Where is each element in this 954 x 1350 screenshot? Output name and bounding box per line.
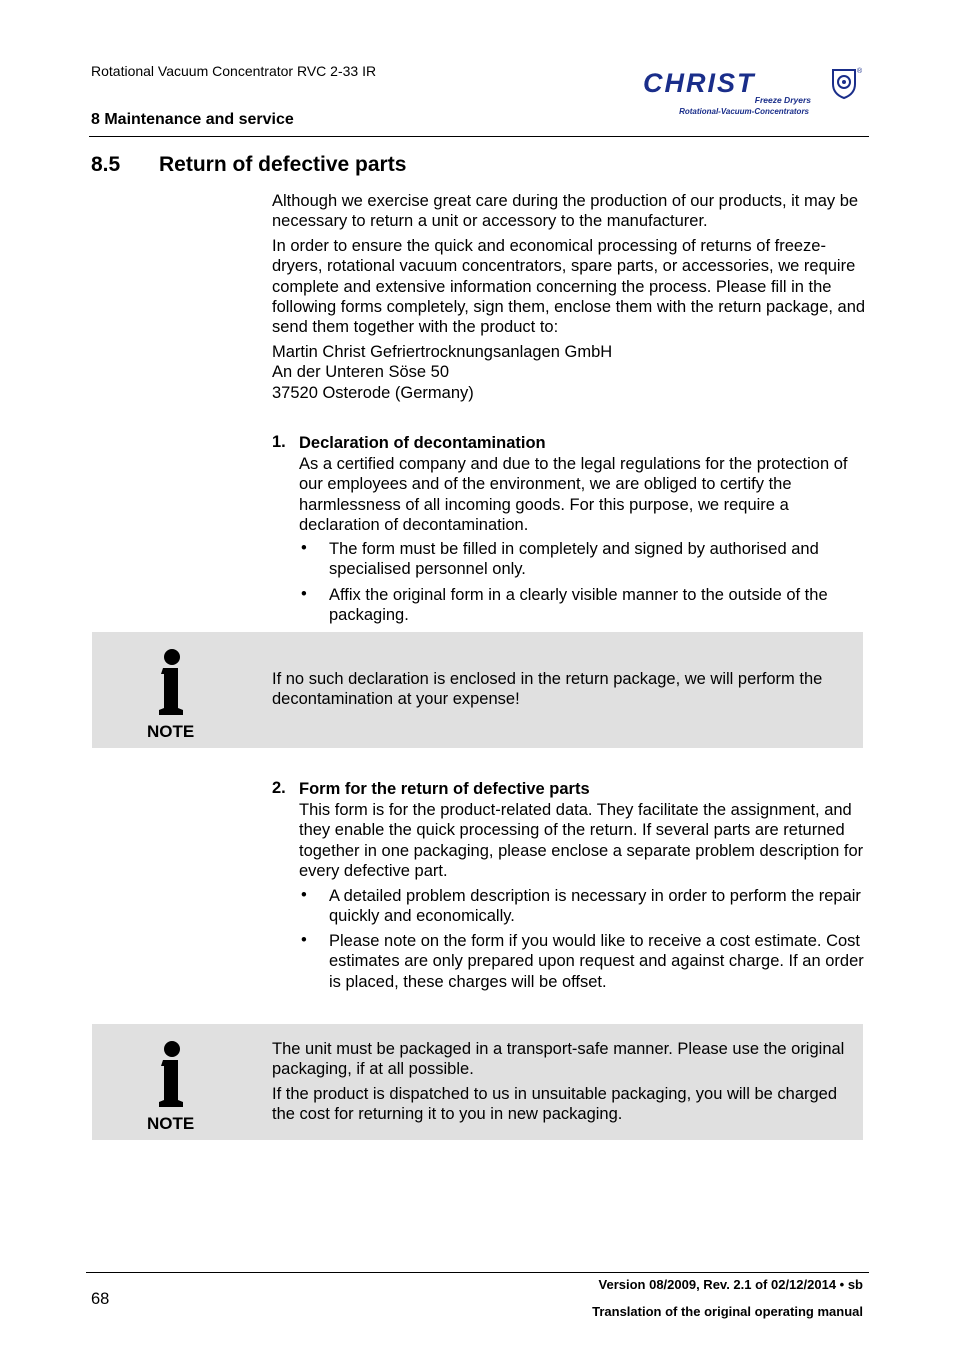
logo-brand: CHRIST bbox=[643, 68, 756, 98]
intro-paragraph-1: Although we exercise great care during the production of our products, it may be necessary to return a unit or accessory to the manufacturer. bbox=[272, 192, 859, 231]
translation-note: Translation of the original operating manual bbox=[592, 1304, 863, 1319]
section-title: Return of defective parts bbox=[159, 153, 407, 176]
item2-bullet-1: A detailed problem description is necessary in order to perform the repair quickly and economically. bbox=[329, 887, 861, 926]
item1-bullet-1: The form must be filled in completely and signed by authorised and specialised personnel only. bbox=[329, 540, 819, 579]
version-info: Version 08/2009, Rev. 2.1 of 02/12/2014 • sb bbox=[598, 1277, 863, 1292]
logo-registered: ® bbox=[857, 68, 863, 75]
note1-text: If no such declaration is enclosed in the return package, we will perform the decontamination at your expense! bbox=[272, 670, 823, 709]
info-icon bbox=[151, 648, 191, 718]
address-line: An der Unteren Söse 50 bbox=[272, 363, 450, 382]
info-icon bbox=[151, 1040, 191, 1110]
page-number: 68 bbox=[91, 1290, 110, 1308]
note-label: NOTE bbox=[147, 1114, 195, 1133]
note2-paragraph-1: The unit must be packaged in a transport-safe manner. Please use the original packaging, if at all possible. bbox=[272, 1040, 845, 1079]
address-line: 37520 Osterode (Germany) bbox=[272, 383, 474, 402]
footer-rule bbox=[86, 1272, 869, 1273]
address-block bbox=[272, 342, 867, 403]
bullet-glyph: • bbox=[301, 585, 307, 603]
item1-text: As a certified company and due to the legal regulations for the protection of our employees and of the environment, we are obliged to certify the harmlessness of all incoming goods. For this purpose, we require a declaration of decontamination. bbox=[299, 455, 848, 534]
logo-line1: Freeze Dryers bbox=[754, 95, 811, 105]
bullet-glyph: • bbox=[301, 931, 307, 949]
item2-text: This form is for the product-related data. They facilitate the assignment, and they enable the quick processing of the return. If several parts are returned together in one packaging, please enclose a separate problem description for every defective part. bbox=[299, 801, 864, 880]
logo-swirl-icon bbox=[833, 70, 855, 98]
address-line: Martin Christ Gefriertrocknungsanlagen GmbH bbox=[272, 343, 613, 361]
chapter-title: 8 Maintenance and service bbox=[91, 111, 294, 128]
note2-paragraph-2: If the product is dispatched to us in unsuitable packaging, you will be charged the cost for returning it to you in new packaging. bbox=[272, 1085, 838, 1124]
item1-bullet-2: Affix the original form in a clearly visible manner to the outside of the packaging. bbox=[329, 586, 828, 625]
bullet-glyph: • bbox=[301, 539, 307, 557]
christ-logo bbox=[641, 64, 866, 120]
intro-paragraph-2: In order to ensure the quick and economical processing of returns of freeze-dryers, rotational vacuum concentrators, spare parts, or accessories, we require complete and extensive information concerning the process. Please fill in the following forms completely, sign them, enclose them with the return package, and send them together with the product to: bbox=[272, 237, 866, 337]
header-rule bbox=[89, 136, 869, 137]
section-number: 8.5 bbox=[91, 153, 121, 176]
item1-title: Declaration of decontamination bbox=[299, 434, 546, 452]
item2-bullet-2: Please note on the form if you would like to receive a cost estimate. Cost estimates are only prepared upon request and against charge. If an order is placed, these charges will be offset. bbox=[329, 932, 864, 991]
document-title: Rotational Vacuum Concentrator RVC 2-33 IR bbox=[91, 63, 377, 79]
bullet-glyph: • bbox=[301, 886, 307, 904]
item2-number: 2. bbox=[272, 779, 286, 797]
item2-title: Form for the return of defective parts bbox=[299, 780, 590, 798]
logo-line2: Rotational-Vacuum-Concentrators bbox=[679, 107, 809, 116]
christ-logo-graphic bbox=[641, 64, 866, 120]
note-label: NOTE bbox=[147, 722, 195, 741]
item1-number: 1. bbox=[272, 433, 286, 451]
